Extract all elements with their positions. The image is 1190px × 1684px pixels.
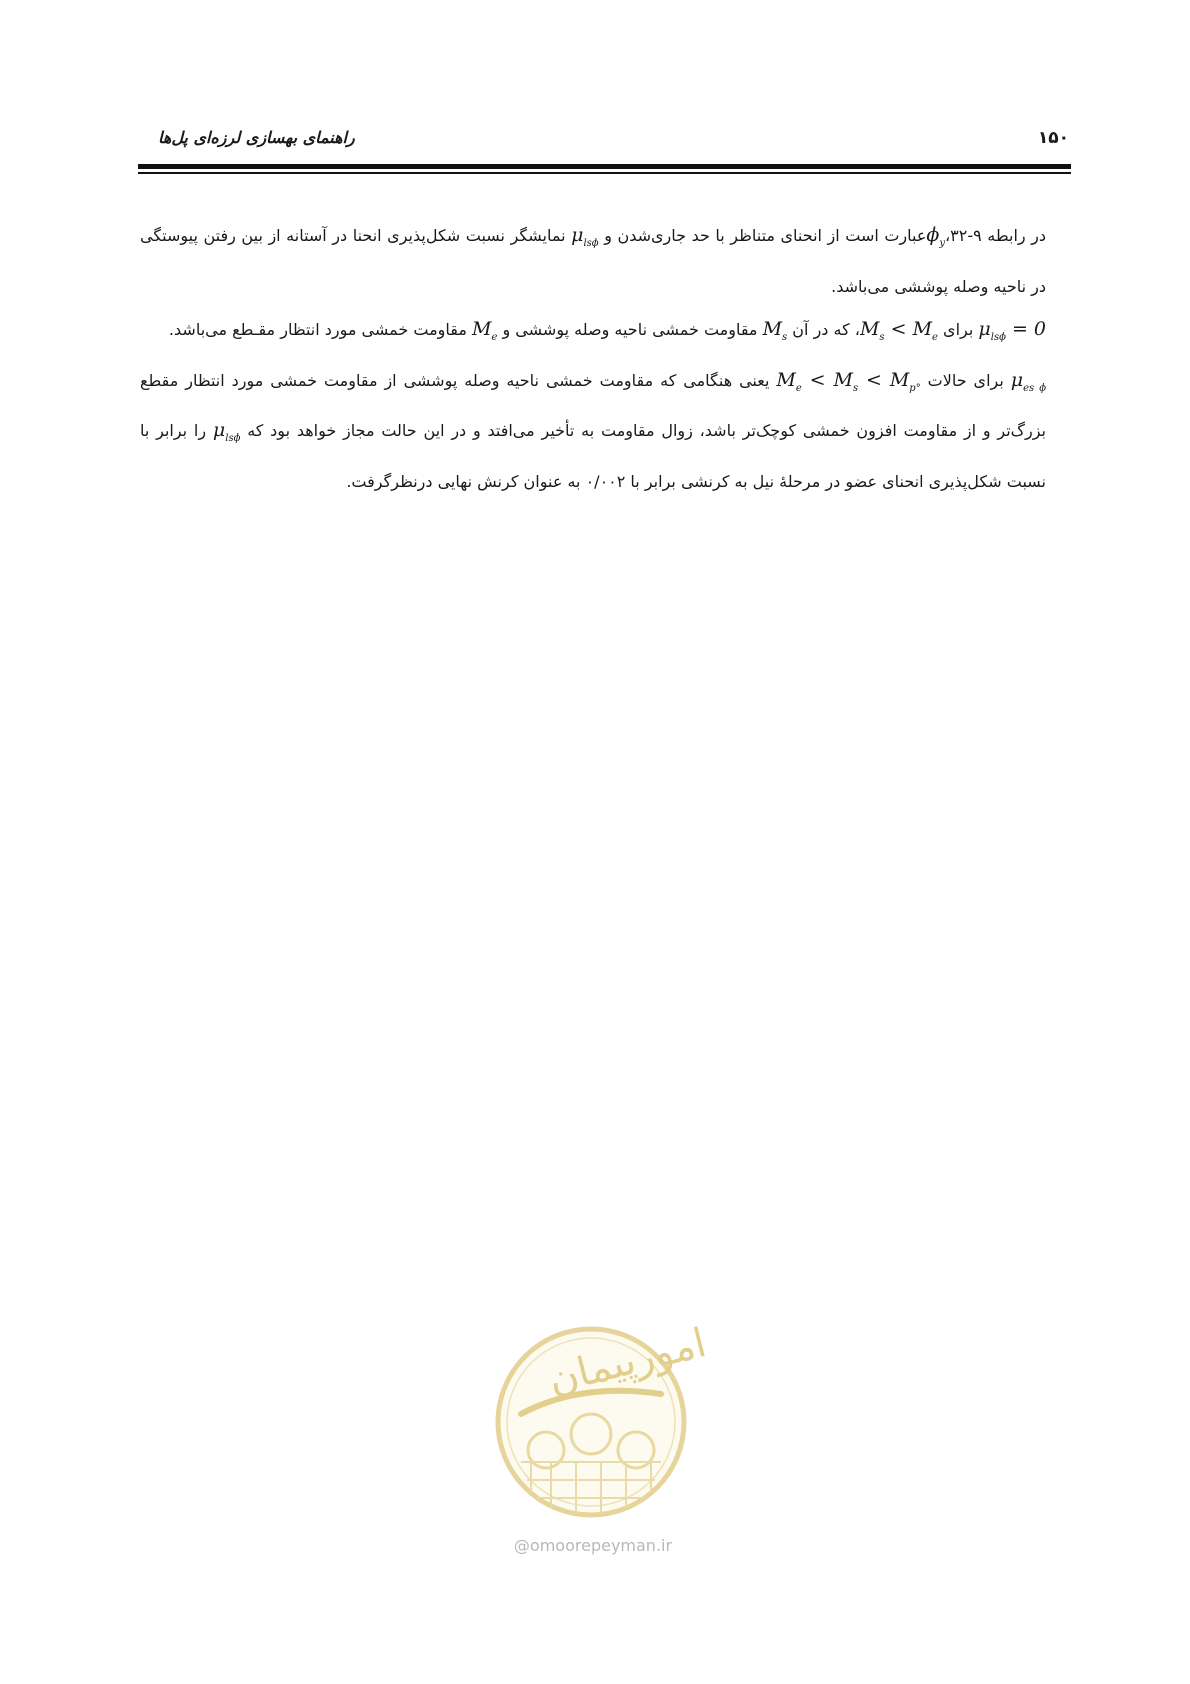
- watermark-logo: [491, 1319, 711, 1522]
- ms-lt-me-condition: $M_s < M_e$: [859, 317, 938, 343]
- page-number: ۱۵۰: [1037, 128, 1069, 148]
- p3-text-b: یعنی هنگامی که مقاومت خمشی ناحیه وصله پوششی از مقاومت خمشی مورد انتظار مقطع بزرگ‌تر و از مقاومت افزون خمشی کوچک‌تر باشد، زوال مقاومت به تأخیر می‌افتد و در این حالت مجاز خواهد بود که: [140, 370, 1047, 441]
- mu-ls-phi-symbol: $\mu_{ls\phi}$: [571, 224, 599, 249]
- p1-text-a: در رابطه ۹-۳۲،: [945, 226, 1047, 245]
- paragraph-2: [140, 308, 1070, 359]
- p2-text-d: مقاومت خمشی مورد انتظار مقـطع می‌باشد.: [168, 319, 467, 339]
- p3-text-c: را برابر با نسبت شکل‌پذیری انحنای عضو در مرحلهٔ نیل به کرنشی برابر با ۰/۰۰۲ به عنوان کرنش نهایی درنظرگرفت.: [140, 421, 1046, 492]
- body-text: [140, 214, 1070, 503]
- mu-ls-phi-equation: $\mu_{ls\phi} = 0$: [978, 317, 1046, 343]
- mu-es-phi-symbol: $\mu_{es \phi}$: [1010, 368, 1047, 394]
- p1-text-b: عبارت است از انحنای متناظر با حد جاری‌شدن و: [604, 226, 927, 245]
- running-header: [138, 128, 1071, 152]
- header-rule-thick: [138, 164, 1071, 169]
- p2-text-c: مقاومت خمشی ناحیه وصله پوششی و: [502, 319, 758, 339]
- mu-ls-phi-symbol-2: $\mu_{ls\phi}$: [212, 419, 241, 445]
- ms-symbol: $M_s$: [762, 317, 788, 343]
- running-title: راهنمای بهسازی لرزه‌ای پل‌ها: [158, 128, 355, 147]
- header-rule-thin: [138, 172, 1071, 174]
- paragraph-3: [140, 359, 1070, 504]
- watermark-logo-lettering: امورپیمان: [543, 1319, 711, 1404]
- me-ms-mp-condition: $M_e < M_s < M_{p^\circ}$: [776, 368, 921, 394]
- watermark-caption: @omoorepeyman.ir: [513, 1536, 673, 1555]
- p2-text-b: ، که در آن: [792, 319, 860, 339]
- me-symbol: $M_e$: [472, 317, 498, 343]
- paragraph-1: [140, 214, 1070, 308]
- p3-text-a: برای حالات: [927, 370, 1004, 390]
- p1-text-c: نمایشگر نسبت شکل‌پذیری انحنا در آستانه از بین رفتن پیوستگی در ناحیه وصله پوششی می‌باشد.: [140, 226, 1046, 296]
- phi-y-symbol: $\phi_y$: [926, 224, 945, 249]
- p2-text-a: برای: [943, 319, 974, 339]
